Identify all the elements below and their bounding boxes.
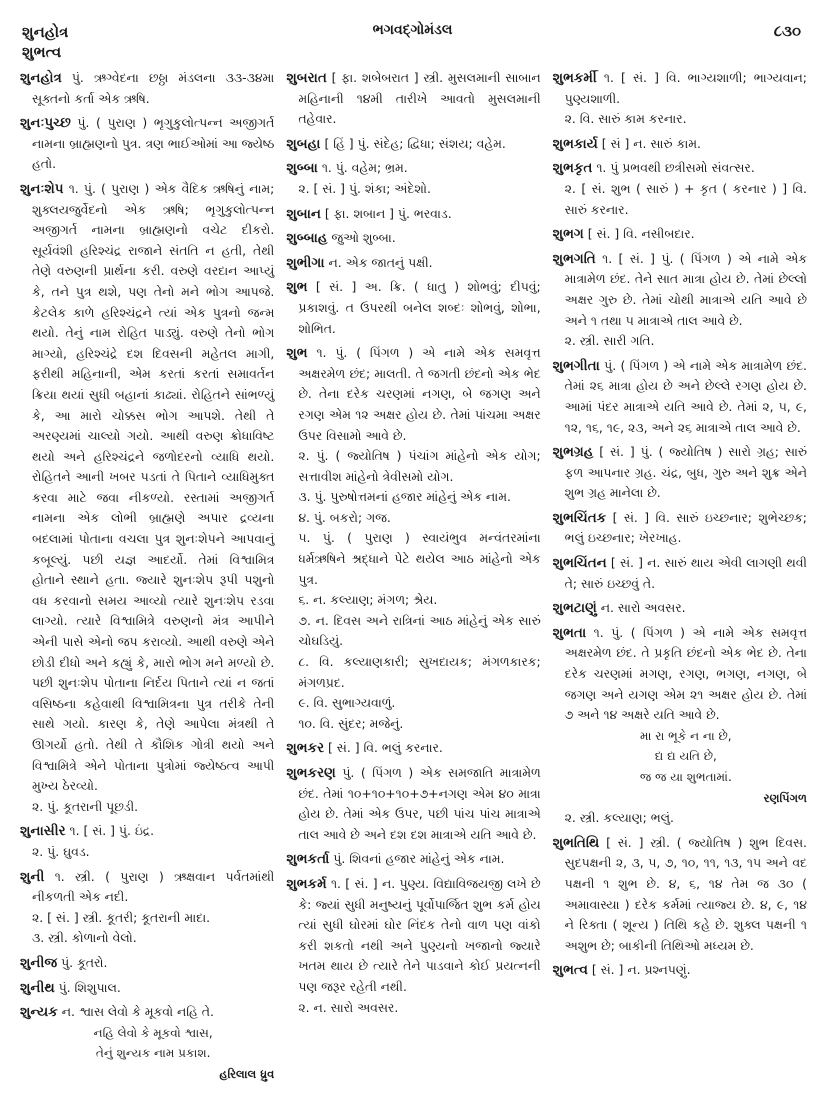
sense: ૨. સ્ત્રી. સારી ગતિ. — [564, 333, 655, 349]
sense: ૪. પું. બકરો; ગજ. — [298, 509, 391, 525]
definition: ૧. [ સં. ] વિ. ભાગ્યશાળી; ભાગ્યવાન; પુણ્યશાળી. — [564, 70, 807, 106]
dictionary-entry — [20, 953, 274, 974]
guide-word-last: શુભત્વ — [22, 43, 62, 61]
dictionary-entry — [286, 134, 540, 155]
dictionary-entry — [286, 763, 540, 845]
dictionary-entry — [553, 158, 807, 220]
definition: [ હિં ] પું. સંદેહ; દ્વિધા; સંશય; વહેમ. — [324, 135, 506, 151]
headword: શુભકરણ — [286, 765, 336, 781]
dictionary-entry — [20, 68, 274, 109]
definition: પું. ( પિંગળ ) એક સમજાતિ માત્રામેળ છંદ. તેમાં ૧૦+૧૦+૧૦+૭+નગણ એમ ૪૦ માત્રા હોય છે. તેમાં એક ઉપર, પછી પાંચ પાંચ માત્રાએ તાલ આવે છે અને દશ દશ માત્રાએ યતિ આવે છે. — [298, 765, 541, 842]
definition: પું. શિવનાં હજાર માંહેનું એક નામ. — [333, 851, 505, 867]
dictionary-entry — [553, 833, 807, 957]
quotation-line: નહિ લેવો કે મૂકવો શ્વાસ, — [93, 1025, 213, 1040]
headword: શુભગ્રહ — [552, 444, 594, 461]
headword: શુભચિંતન — [552, 555, 607, 572]
headword: શુભકર્તા — [286, 851, 330, 868]
dictionary-entry — [20, 867, 274, 949]
sense: ૨. પું. ઘુવડ. — [32, 843, 90, 859]
definition: [ સં. ] સ્ત્રી. ( જ્યોતિષ ) શુભ દિવસ. સુદપક્ષની ૨, ૩, ૫, ૭, ૧૦, ૧૧, ૧૩, ૧૫ અને વદ પક્ષની ૧ શુભ છે. ૪, ૬, ૧૪ તેમ જ ૩૦ ( અમાવાસ્યા ) દરેક કર્મમાં ત્યાજ્ય છે. ૪, ૯, ૧૪ ને રિક્તા ( શૂન્ય ) તિથિ કહે છે. શુક્લ પક્ષની ૧ અશુભ છે; બાકીની તિથિઓ મધ્યમ છે. — [564, 834, 807, 953]
dictionary-entry — [286, 849, 540, 870]
dictionary-entry — [286, 204, 540, 225]
headword: શુભકર્મી — [552, 70, 597, 86]
quotation-source: હરિલાલ ધ્રુવ — [219, 1066, 275, 1081]
quotation-source: રણપિંગળ — [763, 790, 807, 805]
definition: ૧. સ્ત્રી. ( પુરાણ ) ઋક્ષવાન પર્વતમાંથી નીકળતી એક નદી. — [32, 868, 275, 905]
headword: શુનાસીર — [20, 823, 66, 840]
definition: [ સં. ] પું. ( જ્યોતિષ ) સારો ગ્રહ; સારું ફળ આપનાર ગ્રહ. ચંદ્ર, બુધ, ગુરુ અને શુક્ર એને શુભ ગ્રહ માનેલા છે. — [564, 444, 807, 501]
definition: [ સં. ] વિ. નસીબદાર. — [587, 226, 695, 242]
headword: શુન્યક — [20, 1004, 58, 1021]
sense: ૨. સ્ત્રી. કલ્યાણ; ભલું. — [564, 810, 674, 826]
sense: ૫. પું. ( પુરાણ ) સ્વાયંભુવ મન્વંતરમાંના ધર્મઋષિને શ્રદ્ધાને પેટે થયેલ આઠ માંહેનો એક પુત્ર. — [298, 530, 541, 587]
dictionary-columns — [20, 68, 807, 1108]
headword: શુનહોત્ર — [20, 70, 62, 86]
definition: પું. ( પુરાણ ) ભૃગુકુલોત્પન્ન અજીગર્ત નામના બ્રાહ્મણનો પુત્ર. ત્રણ ભાઈઓમાં આ જ્યેષ્ઠ હતો. — [32, 115, 275, 172]
definition: ૧. પું. ( પિંગળ ) એ નામે એક સમવૃત્ત અક્ષરમેળ છંદ; માલતી. તે જગતી છંદનો એક ભેદ છે. તેના દરેક ચરણમાં નગણ, બે જગણ અને રગણ એમ ૧૨ અક્ષર હોય છે. તેમાં પાંચમા અક્ષર ઉપર વિસામો આવે છે. — [298, 345, 541, 443]
definition: ન. એક જાતનું પક્ષી. — [328, 254, 433, 270]
definition: પું. ઋગ્વેદના છઠ્ઠા મંડલના ૩૩-૩૪મા સૂક્તનો કર્તા એક ઋષિ. — [32, 70, 275, 106]
column-1 — [20, 68, 274, 1108]
definition: ૧. [ સં. ] પું. ( પિંગળ ) એ નામે એક માત્રામેળ છંદ. તેને સાત માત્રા હોય છે. તેમાં છેલ્લો અક્ષર ગુરુ છે. તેમાં ચોથી માત્રાએ યતિ આવે છે અને ૧ તથા ૫ માત્રાએ તાલ આવે છે. — [564, 250, 807, 328]
headword: શુનઃશેપ — [20, 180, 64, 197]
sense: ૭. ન. દિવસ અને રાત્રિનાં આઠ માંહેનું એક સારું ચોઘડિયું. — [298, 612, 541, 649]
definition: ૧. [ સં. ] ન. પુણ્ય. વિદ્યાવિજયજી લખે છે કે: જ્યાં સુધી મનુષ્યનું પૂર્વોપાર્જિત શુભ કર્મ હોય ત્યાં સુધી ઘોરમાં ઘોર નિંદક તેનો વાળ પણ વાંકો કરી શકતો નથી અને પુણ્યનો ખજાનો જ્યારે ખતમ થાય છે ત્યારે તેને પાડવાને કોઈ પ્રયત્નની પણ જરૂર રહેતી નથી. — [298, 875, 541, 994]
definition: જુઓ શુબ્બા. — [331, 230, 396, 246]
sense: ૩. પું. પુરુષોત્તમનાં હજાર માંહેનું એક નામ. — [298, 489, 511, 505]
definition: [ સં. ] વિ. ભલું કરનાર. — [328, 740, 443, 756]
dictionary-entry — [553, 356, 807, 438]
definition: ૧. [ સં. ] પું. ઇંદ્ર. — [69, 823, 155, 839]
sense: ૧૦. વિ. સુંદર; મજેનું. — [298, 715, 404, 731]
page-title: ભગવદ્ગોમંડલ — [372, 22, 453, 38]
quotation-line: મા રા ભૂકે ન ના છે, — [640, 728, 732, 743]
dictionary-entry — [286, 253, 540, 274]
definition: ૧. પું પ્રભવથી છત્રીસમો સંવત્સર. — [596, 160, 755, 176]
guide-word-first: શુનહોત્ર — [22, 23, 69, 41]
definition: પું. શિશુપાલ. — [58, 979, 121, 995]
quotation-line: જ જ યા શુભતામાં. — [639, 770, 732, 784]
headword: શુનીથ — [20, 979, 55, 996]
column-3 — [553, 68, 807, 1108]
definition: [ સં. ] વિ. સારું ઇચ્છનાર; શુભેચ્છક; ભલું ઇચ્છનાર; ખેરખાહ. — [564, 509, 807, 546]
headword: શુભગીતા — [552, 357, 600, 374]
sense: ૯. વિ. સુભાગ્યવાળું. — [298, 695, 396, 711]
definition: [ સં. ] ન. સારું થાય એવી લાગણી થવી તે; સારું ઇચ્છવું તે. — [564, 555, 807, 591]
sense: ૨. વિ. સારું કામ કરનાર. — [564, 111, 687, 127]
headword: શુભ — [286, 345, 308, 362]
headword: શુભટાણું — [552, 600, 597, 617]
column-2 — [286, 68, 540, 1108]
headword: શુભતા — [552, 624, 587, 641]
definition: ૧. પું. ( પુરાણ ) એક વૈદિક ઋષિનું નામ; શુક્લયજુર્વેદનો એક ઋષિ; ભૃગુકુલોત્પન્ન અજીગર્ત નામના બ્રાહ્મણનો વચેટ દીકરો. સૂર્યવંશી હરિશ્ચંદ્ર રાજાને સંતતિ ન હતી, તેથી તેણે વરુણની પ્રાર્થના કરી. વરુણે વરદાન આપ્યું કે, તને પુત્ર થશે, પણ તેનો મને ભોગ આપજે. કેટલેક કાળે હરિશ્ચંદ્રને ત્યાં એક પુત્રનો જન્મ થયો. તેનું નામ રોહિત પાડ્યું. વરુણે તેનો ભોગ માગ્યો, હરિશ્ચંદ્રે દશ દિવસની મહેતલ માગી, ફરીથી મહિનાની, એમ કરતાં કરતાં સમાવર્તન ક્રિયા થયાં સુધી બહાનાં કાઢ્યાં. રોહિતને સાંભળ્યું કે, આ મારો ચોક્કસ ભોગ આપશે. તેથી તે અરણ્યમાં ચાલ્યો ગયો. આથી વરુણ ક્રોધાવિષ્ટ થયો અને હરિશ્ચંદ્રને જળોદરનો વ્યાધિ થયો. રોહિતને આની ખબર પડતાં તે પિતાને વ્યાધિમુક્ત કરવા માટે જવા નીકળ્યો. રસ્તામાં અજીગર્ત નામના એક લોભી બ્રાહ્મણે અપાર દ્રવ્યના બદલામાં પોતાના વચલા પુત્ર શુનઃશેપને આપવાનું કબૂલ્યું. પછી યજ્ઞ આદર્યો. તેમાં વિશ્વામિત્ર હોતાને સ્થાને હતા. જ્યારે શુનઃશેપ રૂપી પશુનો વધ કરવાનો સમય આવ્યો ત્યારે શુનઃશેપ રડવા લાગ્યો. ત્યારે વિશ્વામિત્રે વરુણનો મંત્ર આપીને એની પાસે એનો જપ કરાવ્યો. આથી વરુણે એને છોડી દીધો અને કહ્યું કે, મારો ભોગ મને મળ્યો છે. પછી શુનઃશેપ પોતાના નિર્દય પિતાને ત્યાં ન જતાં વસિષ્ઠના કહેવાથી વિશ્વામિત્રના પુત્ર તરીકે તેની સાથે ગયો. કારણ કે, તેણે આપેલા મંત્રથી તે ઊગર્યો હતો. તેથી તે કૌશિક ગોત્રી થયો અને વિશ્વામિત્રે એને પોતાના પુત્રોમાં જ્યેષ્ઠત્વ આપી મુખ્ય ઠેરવ્યો. — [32, 180, 275, 794]
dictionary-entry — [286, 228, 540, 249]
sense: ૬. ન. કલ્યાણ; મંગળ; શ્રેય. — [298, 592, 438, 608]
headword: શુબ્બા — [286, 160, 318, 177]
dictionary-entry — [553, 68, 807, 130]
dictionary-entry — [553, 598, 807, 619]
dictionary-entry — [286, 277, 540, 339]
sense: ૮. વિ. કલ્યાણકારી; સુખદાયક; મંગળકારક; મંગળપ્રદ. — [298, 654, 541, 690]
headword: શુબાન — [286, 205, 321, 222]
definition: ન. શ્વાસ લેવો કે મૂકવો નહિ તે. — [61, 1004, 214, 1020]
dictionary-entry — [286, 68, 540, 130]
dictionary-entry — [20, 179, 274, 817]
dictionary-entry — [553, 224, 807, 245]
headword: શુભગ — [552, 226, 584, 243]
headword: શુભીગા — [286, 254, 325, 271]
headword: શુભત્વ — [552, 962, 588, 979]
sense: ૩. સ્ત્રી. કોળાનો વેલો. — [32, 930, 137, 946]
headword: શુભકર — [286, 740, 325, 757]
definition: ન. સારો અવસર. — [600, 600, 686, 616]
dictionary-entry — [20, 1002, 274, 1084]
definition: પું. ( પિંગળ ) એ નામે એક માત્રામેળ છંદ. તેમાં ૨૬ માત્રા હોય છે અને છેલ્લે રગણ હોય છે. આમાં પંદર માત્રાએ યતિ આવે છે. તેમાં ૨, ૫, ૯, ૧૨, ૧૬, ૧૯, ૨૩, અને ૨૬ માત્રાએ તાલ આવે છે. — [564, 357, 807, 435]
definition: [ ફા. શબાન ] પું. ભરવાડ. — [324, 205, 452, 221]
sense: ૨. પું. કૂતરાની પૂછડી. — [32, 798, 139, 814]
definition: ૧. પું. વહેમ; ભ્રમ. — [321, 160, 408, 176]
headword: શુભકૃત — [552, 160, 593, 177]
definition: ૧. પું. ( પિંગળ ) એ નામે એક સમવૃત્ત અક્ષરમેળ છંદ. તે પ્રકૃતિ છંદનો એક ભેદ છે. તેના દરેક ચરણમાં મગણ, રગણ, ભગણ, નગણ, બે જગણ અને યગણ એમ ૨૧ અક્ષર હોય છે. તેમાં ૭ અને ૧૪ અક્ષરે યતિ આવે છે. — [564, 624, 807, 723]
headword: શુભગતિ — [552, 250, 596, 267]
sense: ૨. [ સં. ] સ્ત્રી. કૂતરી; કૂતરાની માદા. — [32, 909, 211, 925]
definition: [ સં. ] અ. ક્રિ. ( ધાતુ ) શોભવું; દીપવું; પ્રકાશવું. ત ઉપરથી બનેલ શબ્દઃ શોભવું, શોભા, શોભિત. — [298, 279, 541, 336]
dictionary-entry — [553, 623, 807, 829]
quotation-line: દ્ય દ્ય યતિ છે, — [654, 749, 717, 764]
definition: પું. કૂતરો. — [61, 954, 108, 970]
dictionary-entry — [553, 442, 807, 504]
definition: [ ફા. શબેબરાત ] સ્ત્રી. મુસલમાની સાબાન મહિનાની ૧૪મી તારીખે આવતો મુસલમાની તહેવાર. — [298, 70, 541, 127]
headword: શુનીજ — [20, 954, 58, 971]
headword: શુબહા — [286, 135, 321, 152]
headword: શુભકાર્ય — [552, 135, 598, 152]
sense: ૨. [ સં. ] પું. શંકા; અંદેશો. — [298, 180, 431, 196]
headword: શુબ્બાહ — [286, 230, 328, 247]
sense: ૨. પું. ( જ્યોતિષ ) પંચાંગ માંહેનો એક યોગ; સત્તાવીશ માંહેનો ત્રેવીસમો યોગ. — [298, 448, 541, 484]
definition: [ સં. ] ન. પ્રશ્નપણું. — [591, 962, 691, 978]
headword: શુબરાત — [286, 70, 327, 86]
headword: શુનઃપુચ્છ — [20, 115, 71, 132]
headword: શુભતિથિ — [552, 834, 600, 851]
page-number: ૮૩૦ — [773, 22, 801, 40]
sense: ૨. ન. સારો અવસર. — [298, 999, 399, 1015]
dictionary-entry — [553, 508, 807, 549]
dictionary-entry — [286, 874, 540, 1018]
dictionary-entry — [286, 343, 540, 734]
sense: ૨. [ સં. શુભ ( સારું ) + કૃત ( કરનાર ) ] વિ. સારું કરનાર. — [564, 180, 807, 217]
dictionary-entry — [553, 553, 807, 594]
dictionary-entry — [20, 978, 274, 999]
dictionary-entry — [553, 960, 807, 981]
dictionary-entry — [286, 158, 540, 199]
headword: શુની — [20, 868, 45, 885]
definition: [ સં ] ન. સારું કામ. — [601, 135, 701, 151]
dictionary-entry — [20, 113, 274, 175]
dictionary-entry — [286, 738, 540, 759]
dictionary-entry — [20, 821, 274, 862]
dictionary-entry — [553, 134, 807, 155]
headword: શુભચિંતક — [552, 509, 607, 526]
quotation-line: તેનું શુન્યક નામ પ્રકાશ. — [95, 1046, 211, 1061]
dictionary-entry — [553, 249, 807, 352]
headword: શુભ — [286, 279, 308, 296]
headword: શુભકર્મ — [286, 875, 327, 892]
